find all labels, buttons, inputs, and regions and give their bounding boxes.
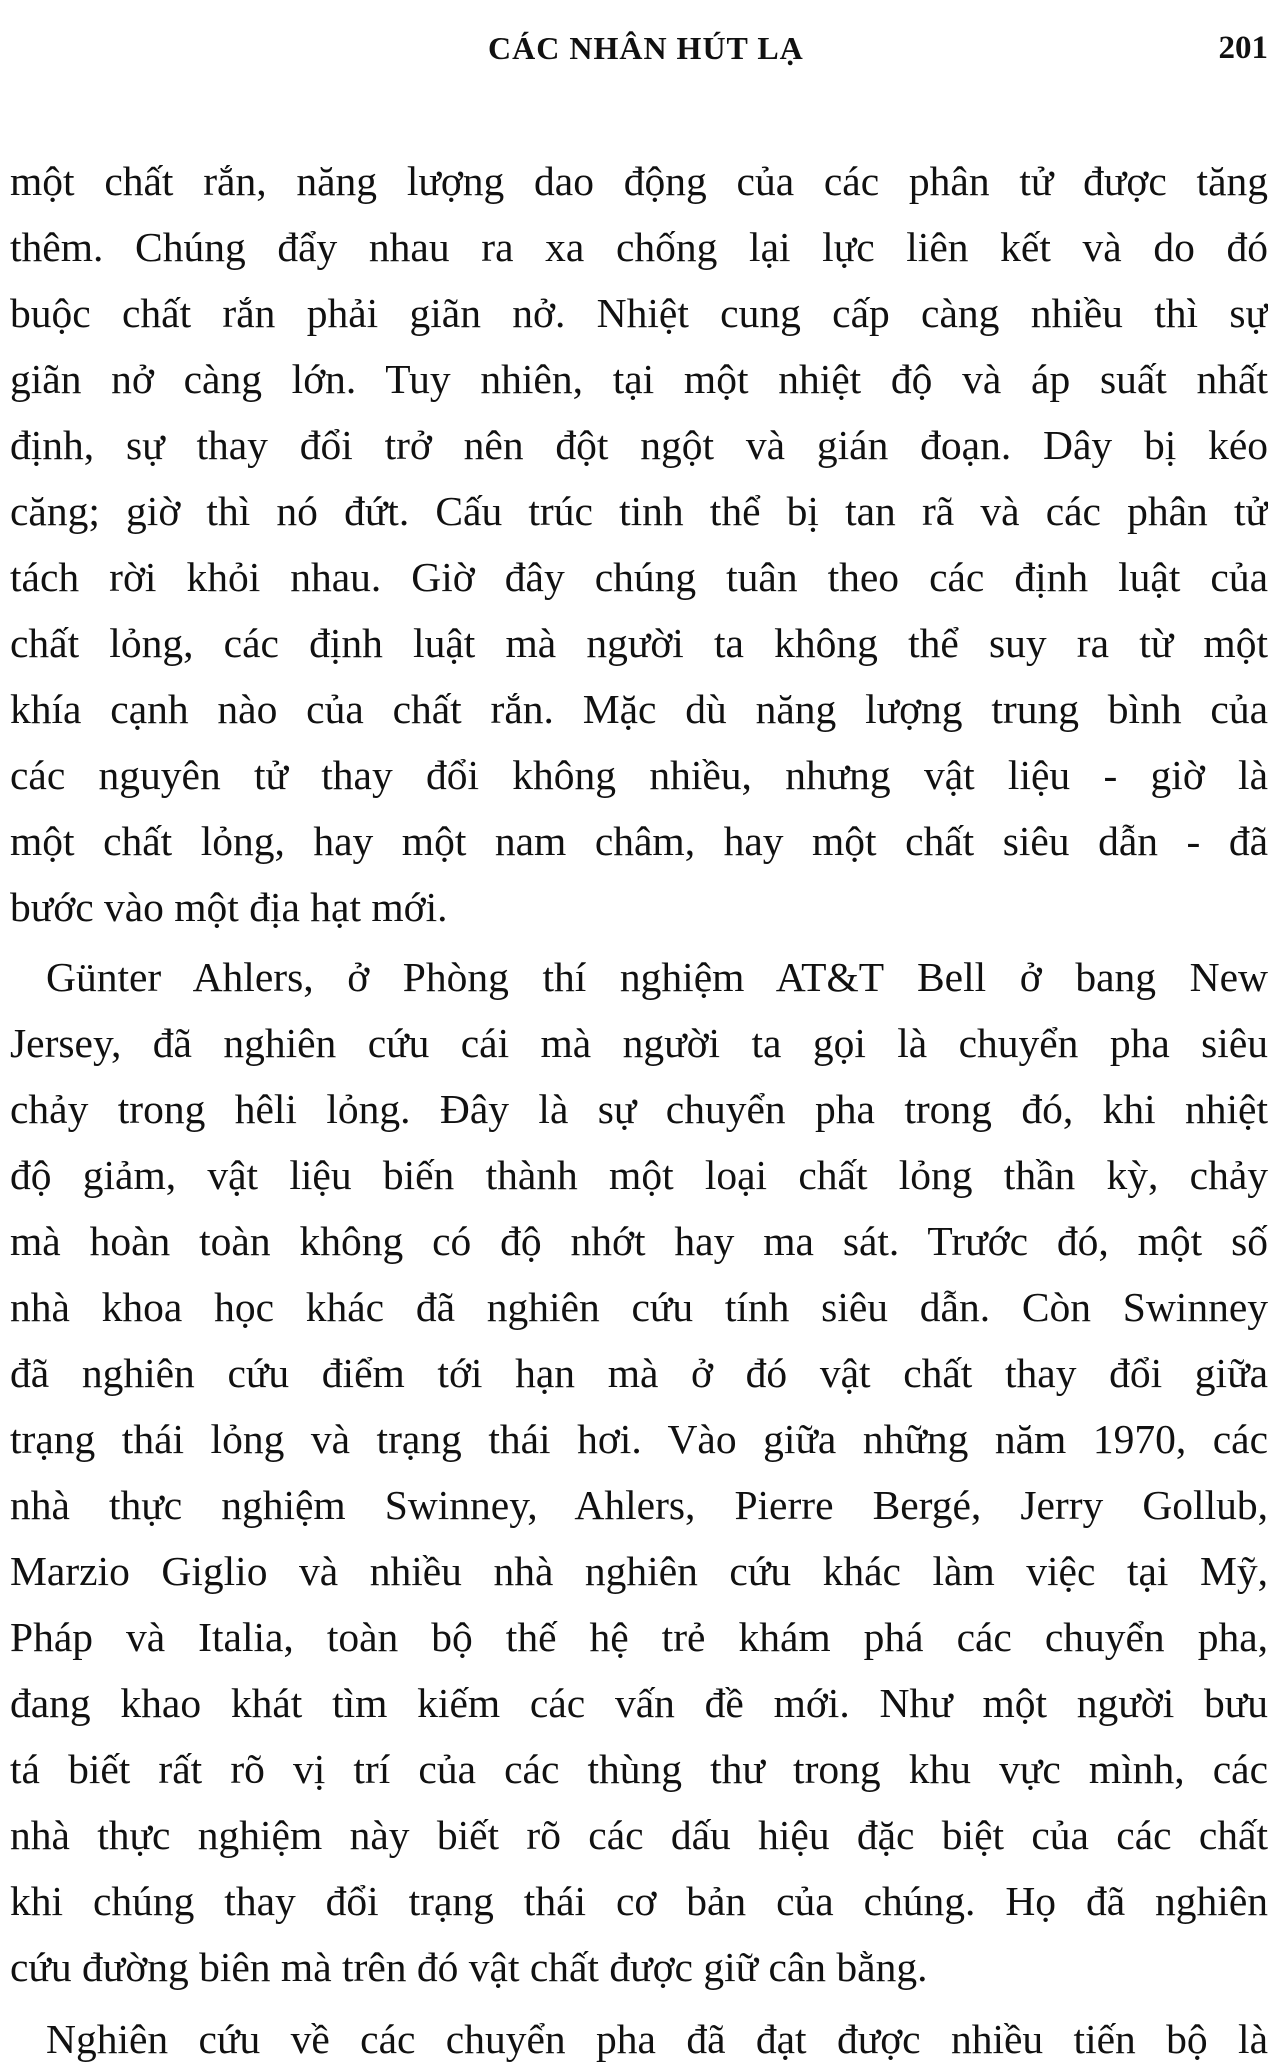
text-line: nhà thực nghiệm Swinney, Ahlers, Pierre Bergé, Jerry Gollub, [10, 1482, 1268, 1528]
text-line: một chất rắn, năng lượng dao động của các phân tử được tăng [10, 158, 1268, 204]
page-number: 201 [1218, 30, 1268, 66]
text-line: khi chúng thay đổi trạng thái cơ bản của chúng. Họ đã nghiên [10, 1878, 1268, 1924]
text-line: chất lỏng, các định luật mà người ta không thể suy ra từ một [10, 620, 1268, 666]
text-line: tách rời khỏi nhau. Giờ đây chúng tuân theo các định luật của [10, 554, 1268, 600]
text-line: Pháp và Italia, toàn bộ thế hệ trẻ khám phá các chuyển pha, [10, 1614, 1268, 1660]
text-line: chảy trong hêli lỏng. Đây là sự chuyển pha trong đó, khi nhiệt [10, 1086, 1268, 1132]
text-line: trạng thái lỏng và trạng thái hơi. Vào giữa những năm 1970, các [10, 1416, 1268, 1462]
body-text [10, 148, 1268, 2072]
chapter-title: CÁC NHÂN HÚT LẠ [488, 30, 804, 66]
text-line: căng; giờ thì nó đứt. Cấu trúc tinh thể bị tan rã và các phân tử [10, 488, 1268, 534]
text-line: định, sự thay đổi trở nên đột ngột và gián đoạn. Dây bị kéo [10, 422, 1268, 468]
text-line: các nguyên tử thay đổi không nhiều, nhưng vật liệu - giờ là [10, 752, 1268, 798]
text-line: thêm. Chúng đẩy nhau ra xa chống lại lực liên kết và do đó [10, 224, 1268, 270]
text-line: cứu đường biên mà trên đó vật chất được giữ cân bằng. [10, 1944, 928, 1990]
text-line: mà hoàn toàn không có độ nhớt hay ma sát. Trước đó, một số [10, 1218, 1268, 1264]
text-line: nhà thực nghiệm này biết rõ các dấu hiệu đặc biệt của các chất [10, 1812, 1268, 1858]
text-line: Marzio Giglio và nhiều nhà nghiên cứu khác làm việc tại Mỹ, [10, 1548, 1268, 1594]
text-line: tá biết rất rõ vị trí của các thùng thư trong khu vực mình, các [10, 1746, 1268, 1792]
running-header [0, 30, 1280, 70]
text-line: khía cạnh nào của chất rắn. Mặc dù năng lượng trung bình của [10, 686, 1268, 732]
text-line: buộc chất rắn phải giãn nở. Nhiệt cung cấp càng nhiều thì sự [10, 290, 1268, 336]
text-line: đã nghiên cứu điểm tới hạn mà ở đó vật chất thay đổi giữa [10, 1350, 1268, 1396]
text-line: bước vào một địa hạt mới. [10, 884, 448, 930]
text-line: giãn nở càng lớn. Tuy nhiên, tại một nhiệt độ và áp suất nhất [10, 356, 1268, 402]
text-line: nhà khoa học khác đã nghiên cứu tính siêu dẫn. Còn Swinney [10, 1284, 1268, 1330]
text-line: Jersey, đã nghiên cứu cái mà người ta gọi là chuyển pha siêu [10, 1020, 1268, 1066]
text-line: đang khao khát tìm kiếm các vấn đề mới. Như một người bưu [10, 1680, 1268, 1726]
text-line: một chất lỏng, hay một nam châm, hay một chất siêu dẫn - đã [10, 818, 1268, 864]
text-line: Nghiên cứu về các chuyển pha đã đạt được nhiều tiến bộ là [46, 2016, 1268, 2062]
text-line: Günter Ahlers, ở Phòng thí nghiệm AT&T Bell ở bang New [46, 954, 1268, 1000]
text-line: độ giảm, vật liệu biến thành một loại chất lỏng thần kỳ, chảy [10, 1152, 1268, 1198]
